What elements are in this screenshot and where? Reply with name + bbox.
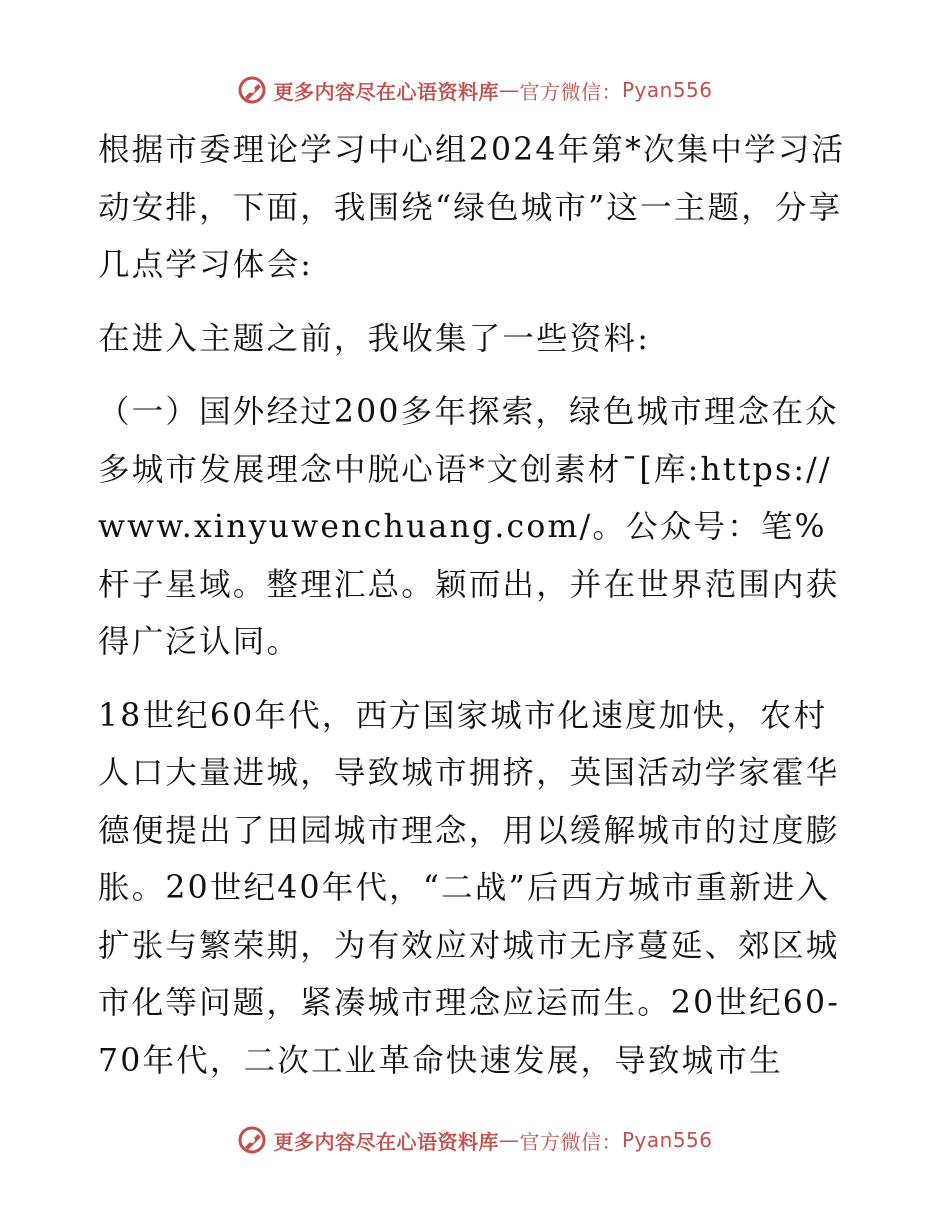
watermark-header [0, 70, 950, 110]
paragraph-section-1: （一）国外经过200多年探索，绿色城市理念在众多城市发展理念中脱心语*文创素材¯[库:https://www.xinyuwenchuang.com/。公众号：笔%杆子星域。整理汇总。颖而出，并在世界范围内获得广泛认同。 [98, 394, 840, 660]
paragraph-materials: 在进入主题之前，我收集了一些资料: [98, 320, 651, 357]
watermark-brand: 更多内容尽在心语资料库 [273, 1129, 499, 1154]
watermark-wechat-id: Pyan556 [621, 78, 713, 102]
watermark-separator: — [498, 1128, 520, 1152]
watermark-separator: — [498, 78, 520, 102]
watermark-suffix: 官方微信： [519, 79, 622, 104]
pen-circle-logo-icon [237, 75, 267, 105]
watermark-suffix: 官方微信： [519, 1129, 622, 1154]
watermark-wechat-id: Pyan556 [621, 1128, 713, 1152]
paragraph-intro: 根据市委理论学习中心组2024年第*次集中学习活动安排，下面，我围绕“绿色城市”这一主题，分享几点学习体会: [98, 132, 846, 283]
paragraph-history: 18世纪60年代，西方国家城市化速度加快，农村人口大量进城，导致城市拥挤，英国活动学家霍华德便提出了田园城市理念，用以缓解城市的过度膨胀。20世纪40年代，“二战”后西方城市重新进入扩张与繁荣期，为有效应对城市无序蔓延、郊区城市化等问题，紧凑城市理念应运而生。20世纪60-70年代，二次工业革命快速发展，导致城市生 [98, 697, 841, 1079]
pen-circle-logo-icon [237, 1125, 267, 1155]
watermark-footer [0, 1120, 950, 1160]
watermark-brand: 更多内容尽在心语资料库 [273, 79, 499, 104]
document-body [98, 122, 858, 1106]
